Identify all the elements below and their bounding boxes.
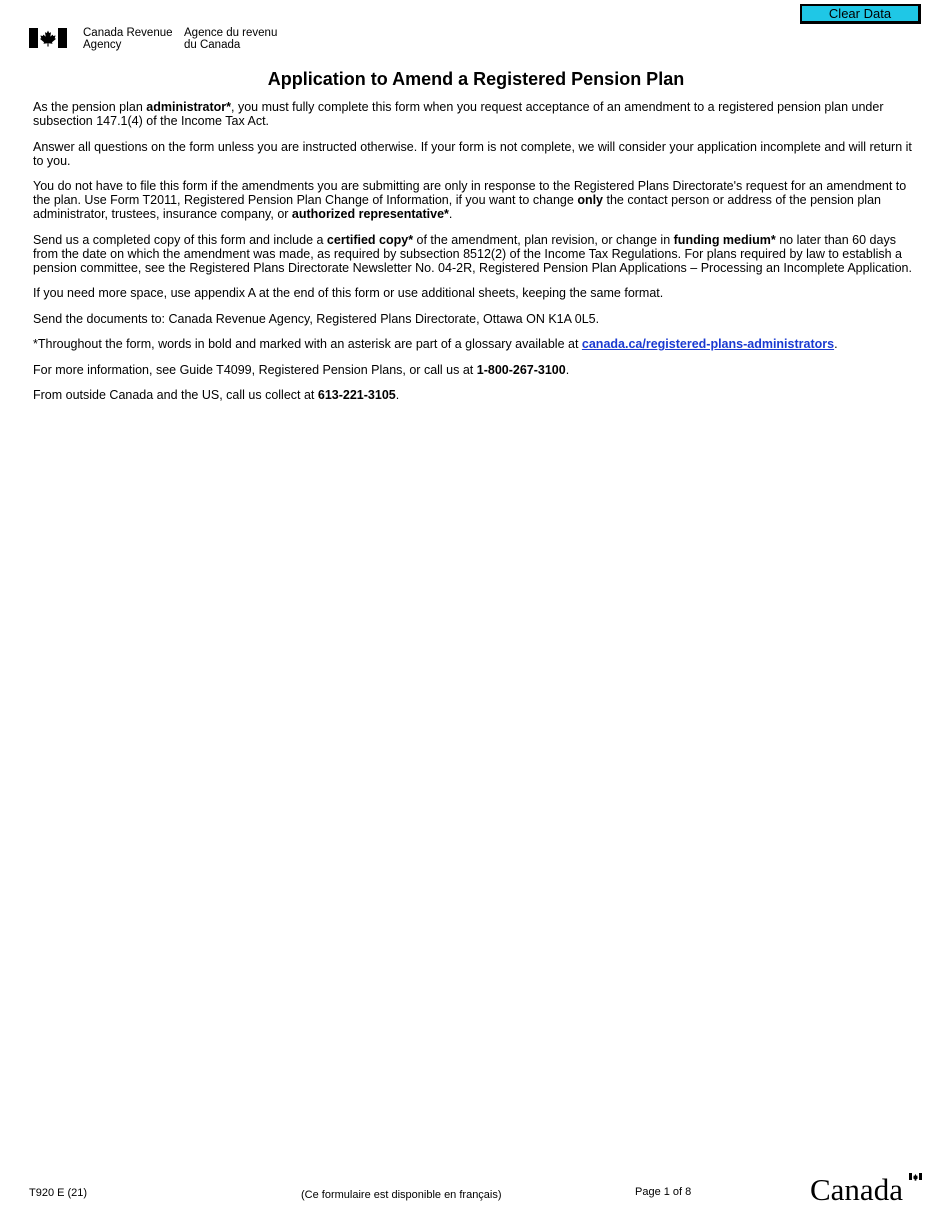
page-number: Page 1 of 8 xyxy=(635,1186,692,1198)
french-availability-note: (Ce formulaire est disponible en français) xyxy=(301,1189,502,1201)
phone-number-collect: 613-221-3105 xyxy=(317,388,396,402)
canada-flag-icon xyxy=(29,28,67,48)
agency-name-french xyxy=(184,27,277,51)
clear-data-button[interactable]: Clear Data xyxy=(800,4,921,24)
text: . xyxy=(565,362,570,377)
text: no later than 60 days from the date on which the amendment was made, as required by subsection 8512(2) of the Income Tax Regulations. For plans required by law to establish a pension committee, see the Registered Plans Directorate Newsletter No. 04-2R, Registered Pension Plan Applications – Processing an Incomplete Application. xyxy=(33,232,912,275)
glossary-term: administrator* xyxy=(146,100,232,114)
text: of the amendment, plan revision, or change in xyxy=(413,232,674,247)
agency-fr-line-2: du Canada xyxy=(184,39,241,51)
wordmark-text: Canada xyxy=(810,1172,903,1202)
emphasis: only xyxy=(577,193,604,207)
text: . xyxy=(395,388,400,402)
canada-wordmark-logo xyxy=(810,1172,922,1202)
text: You do not have to file this form if the amendments you are submitting are only in response to the Registered Plans Directorate's request for an amendment to the plan. Use Form T2011, Registered Pension Plan Change of Information, if you want to change xyxy=(33,179,907,207)
paragraph-administrator xyxy=(33,100,913,128)
paragraph-send-copy xyxy=(33,233,913,275)
form-code: T920 E (21) xyxy=(29,1187,88,1199)
agency-name-english xyxy=(83,27,173,51)
text: the contact person or address of the pension plan administrator, trustees, insurance company, or xyxy=(33,193,881,221)
glossary-term: certified copy* xyxy=(326,232,414,247)
glossary-term: funding medium* xyxy=(673,232,776,247)
text: . xyxy=(448,207,453,221)
agency-en-line-2: Agency xyxy=(83,39,122,51)
text: Send us a completed copy of this form and include a xyxy=(33,232,327,247)
text: For more information, see Guide T4099, Registered Pension Plans, or call us at xyxy=(33,362,477,377)
text: , you must fully complete this form when you request acceptance of an amendment to a registered pension plan under subsection 147.1(4) of the Income Tax Act. xyxy=(33,100,884,128)
paragraph-answer-all: Answer all questions on the form unless you are instructed otherwise. If your form is not complete, we will consider your application incomplete and will return it to you. xyxy=(33,139,912,168)
text: . xyxy=(834,337,838,351)
glossary-link[interactable]: canada.ca/registered-plans-administrators xyxy=(581,337,835,351)
paragraph-more-info xyxy=(33,363,913,377)
text: As the pension plan xyxy=(33,100,147,114)
paragraph-no-filing xyxy=(33,179,913,221)
text: From outside Canada and the US, call us collect at xyxy=(33,388,318,402)
paragraph-send-documents: Send the documents to: Canada Revenue Agency, Registered Plans Directorate, Ottawa ON K1A 0L5. xyxy=(33,311,600,326)
paragraph-glossary xyxy=(33,337,913,351)
instructions xyxy=(33,100,913,414)
agency-fr-line-1: Agence du revenu xyxy=(184,27,278,39)
agency-en-line-1: Canada Revenue xyxy=(83,27,173,39)
phone-number: 1-800-267-3100 xyxy=(476,362,566,377)
glossary-term: authorized representative* xyxy=(291,207,449,221)
paragraph-more-space: If you need more space, use appendix A at the end of this form or use additional sheets, keeping the same format. xyxy=(33,286,664,300)
text: *Throughout the form, words in bold and marked with an asterisk are part of a glossary available at xyxy=(33,337,582,351)
form-title: Application to Amend a Registered Pension Plan xyxy=(267,69,685,89)
paragraph-outside-canada xyxy=(33,388,913,402)
